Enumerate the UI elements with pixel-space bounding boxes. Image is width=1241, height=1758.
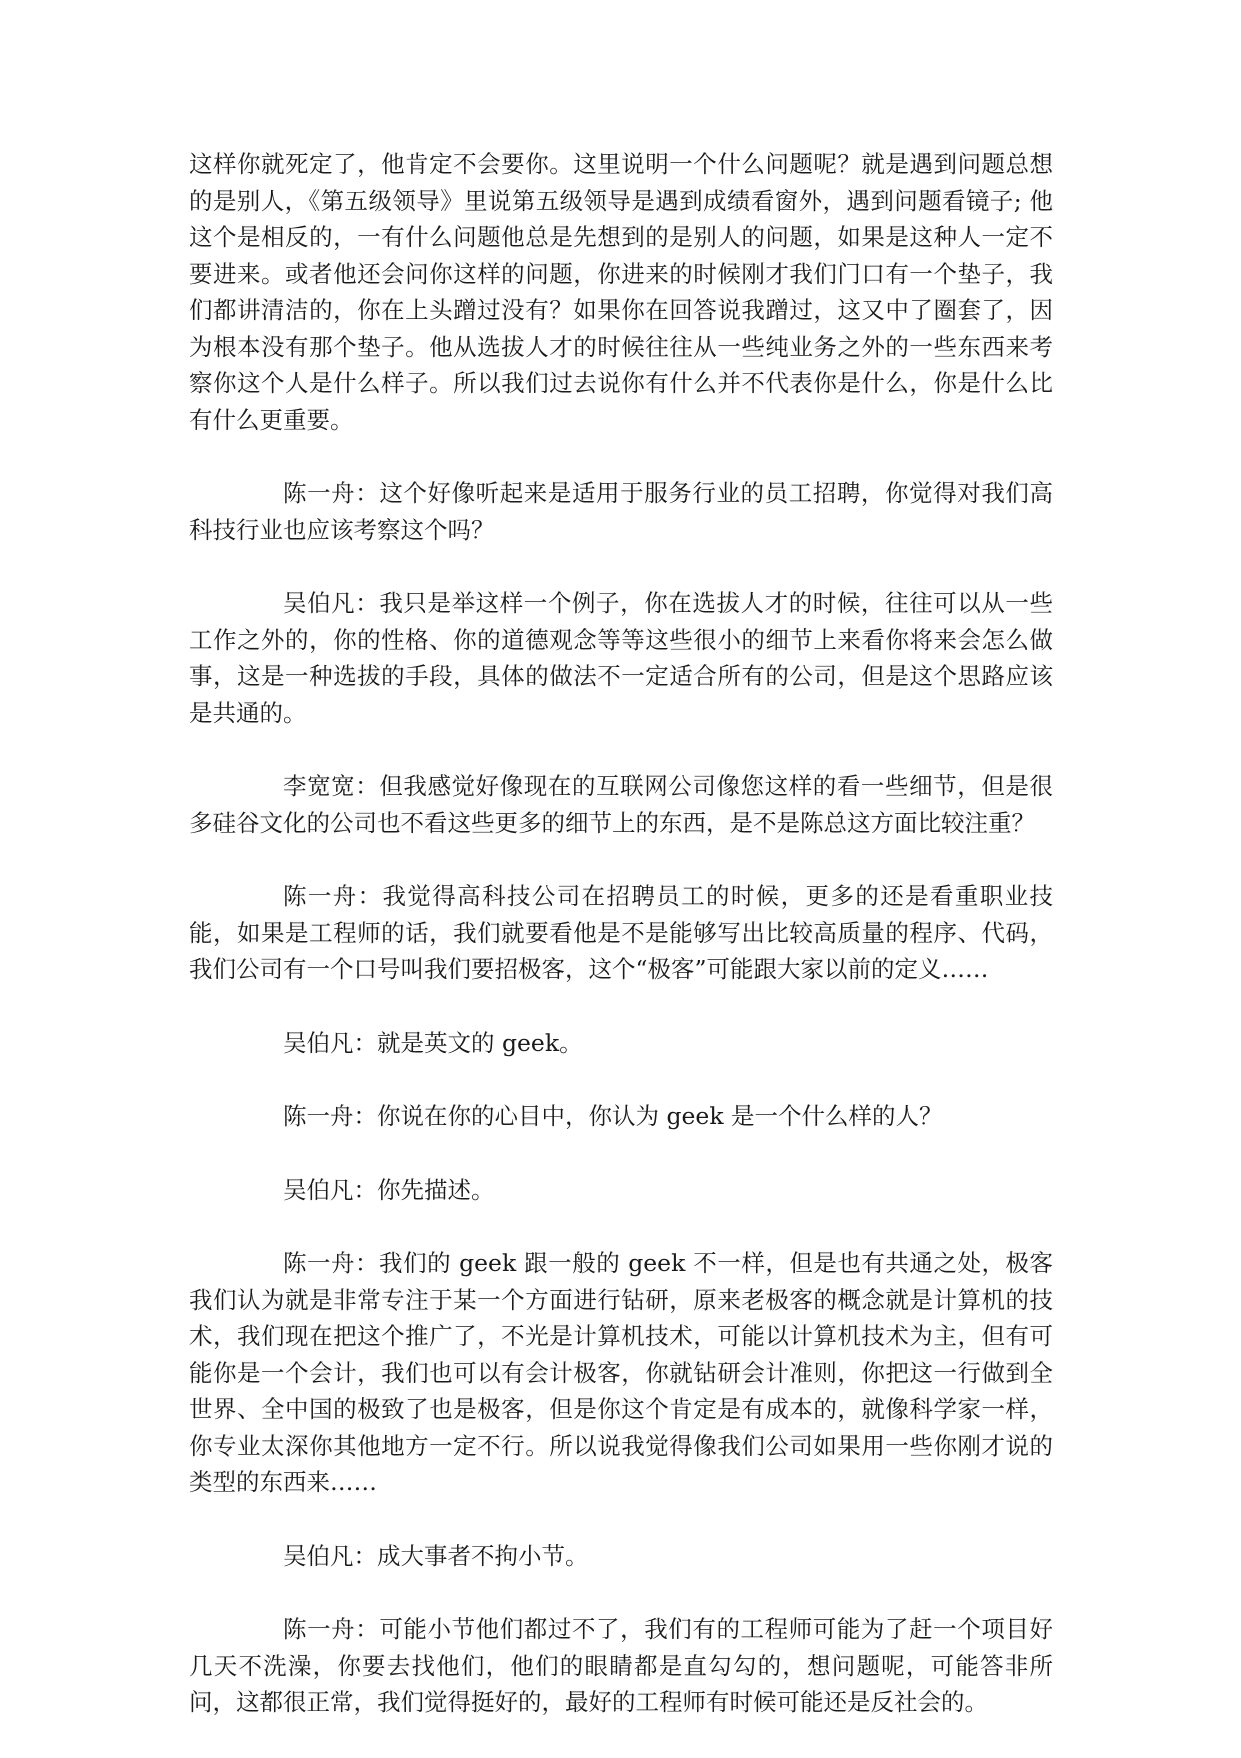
paragraph-dialogue: 吴伯凡：就是英文的 geek。	[283, 1028, 583, 1057]
paragraph-dialogue: 李宽宽：但我感觉好像现在的互联网公司像您这样的看一些细节，但是很多硅谷文化的公司也不看这些更多的细节上的东西，是不是陈总这方面比较注重？	[189, 772, 1053, 837]
paragraph-dialogue: 陈一舟：我们的 geek 跟一般的 geek 不一样，但是也有共通之处，极客我们认为就是非常专注于某一个方面进行钻研，原来老极客的概念就是计算机的技术，我们现在把这个推广了，不光是计算机技术，可能以计算机技术为主，但有可能你是一个会计，我们也可以有会计极客，你就钻研会计准则，你把这一行做到全世界、全中国的极致了也是极客，但是你这个肯定是有成本的，就像科学家一样，你专业太深你其他地方一定不行。所以说我觉得像我们公司如果用一些你刚才说的类型的东西来……	[189, 1249, 1053, 1496]
paragraph-dialogue: 吴伯凡：我只是举这样一个例子，你在选拔人才的时候，往往可以从一些工作之外的，你的性格、你的道德观念等等这些很小的细节上来看你将来会怎么做事，这是一种选拔的手段，具体的做法不一定适合所有的公司，但是这个思路应该是共通的。	[189, 589, 1053, 727]
paragraph-intro: 这样你就死定了，他肯定不会要你。这里说明一个什么问题呢？就是遇到问题总想的是别人，《第五级领导》里说第五级领导是遇到成绩看窗外，遇到问题看镜子; 他这个是相反的，一有什么问题他总是先想到的是别人的问题，如果是这种人一定不要进来。或者他还会问你这样的问题，你进来的时候刚才我们门口有一个垫子，我们都讲清洁的，你在上头蹭过没有？如果你在回答说我蹭过，这又中了圈套了，因为根本没有那个垫子。他从选拔人才的时候往往从一些纯业务之外的一些东西来考察你这个人是什么样子。所以我们过去说你有什么并不代表你是什么，你是什么比有什么更重要。	[189, 150, 1053, 434]
paragraph-dialogue: 陈一舟：这个好像听起来是适用于服务行业的员工招聘，你觉得对我们高科技行业也应该考察这个吗？	[189, 479, 1053, 544]
paragraph-dialogue: 陈一舟：可能小节他们都过不了，我们有的工程师可能为了赶一个项目好几天不洗澡，你要去找他们，他们的眼睛都是直勾勾的，想问题呢，可能答非所问，这都很正常，我们觉得挺好的，最好的工程师有时候可能还是反社会的。	[189, 1615, 1053, 1716]
paragraph-dialogue: 吴伯凡：你先描述。	[283, 1175, 495, 1204]
paragraph-dialogue: 陈一舟：你说在你的心目中，你认为 geek 是一个什么样的人？	[283, 1102, 943, 1130]
paragraph-dialogue: 陈一舟：我觉得高科技公司在招聘员工的时候，更多的还是看重职业技能，如果是工程师的话，我们就要看他是不是能够写出比较高质量的程序、代码，我们公司有一个口号叫我们要招极客，这个“极客”可能跟大家以前的定义……	[189, 882, 1053, 983]
paragraph-dialogue: 吴伯凡：成大事者不拘小节。	[283, 1541, 589, 1570]
document-body	[189, 146, 1053, 1758]
